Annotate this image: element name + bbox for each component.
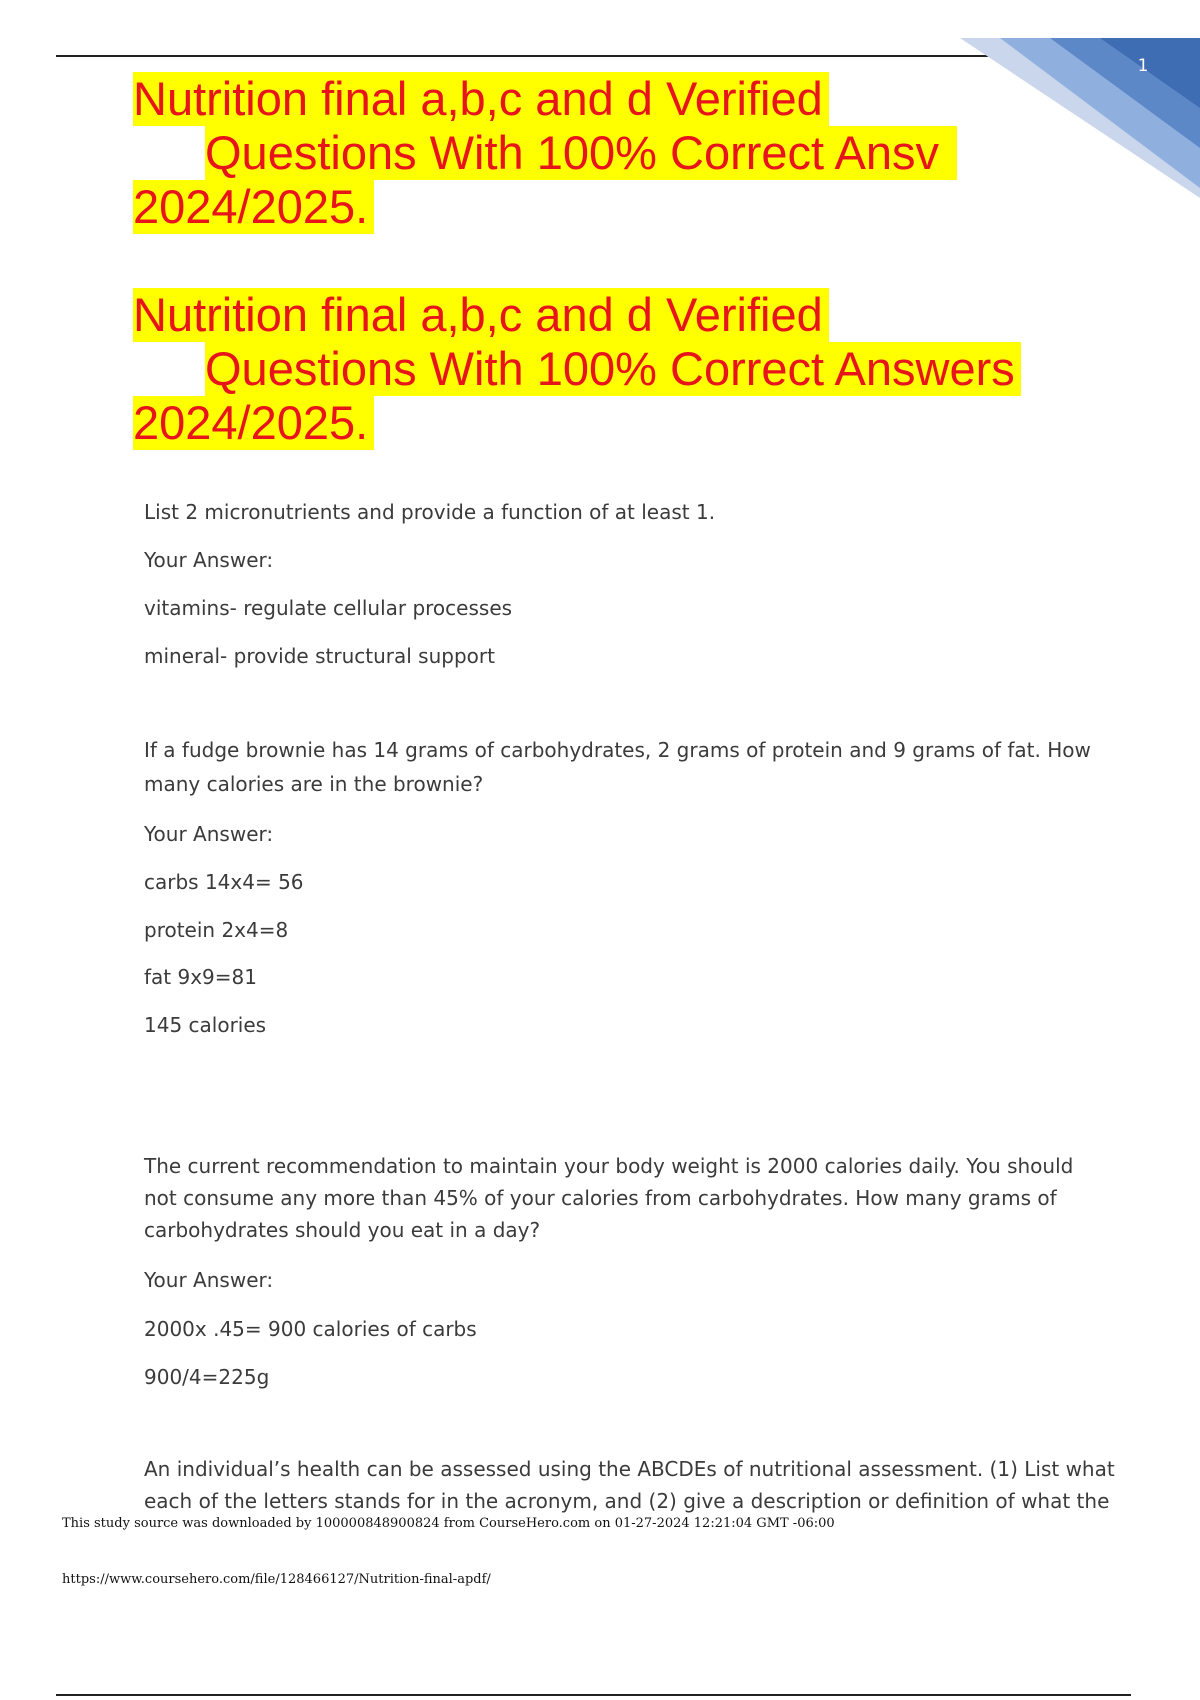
title-first-line-2: Questions With 100% Correct Ansv bbox=[205, 126, 957, 180]
answer-3-line-2: 900/4=225g bbox=[144, 1365, 270, 1389]
title-second-line-2: Questions With 100% Correct Answers bbox=[205, 342, 1021, 396]
question-2-line-2: many calories are in the brownie? bbox=[144, 772, 484, 796]
title-first-line-3: 2024/2025. bbox=[133, 180, 374, 234]
source-url[interactable]: https://www.coursehero.com/file/128466127/Nutrition-final-apdf/ bbox=[62, 1572, 491, 1587]
question-2-line-1: If a fudge brownie has 14 grams of carbohydrates, 2 grams of protein and 9 grams of fat. How bbox=[144, 738, 1091, 762]
answer-2-line-2: protein 2x4=8 bbox=[144, 918, 289, 942]
answer-1-line-2: mineral- provide structural support bbox=[144, 644, 495, 668]
answer-2-line-1: carbs 14x4= 56 bbox=[144, 870, 304, 894]
question-1-text: List 2 micronutrients and provide a function of at least 1. bbox=[144, 500, 716, 524]
download-source-notice: This study source was downloaded by 100000848900824 from CourseHero.com on 01-27-2024 12:21:04 GMT -06:00 bbox=[62, 1516, 835, 1531]
answer-2-line-3: fat 9x9=81 bbox=[144, 965, 257, 989]
answer-label-1: Your Answer: bbox=[144, 548, 274, 572]
question-3-line-3: carbohydrates should you eat in a day? bbox=[144, 1218, 541, 1242]
question-3-line-2: not consume any more than 45% of your calories from carbohydrates. How many grams of bbox=[144, 1186, 1057, 1210]
answer-3-line-1: 2000x .45= 900 calories of carbs bbox=[144, 1317, 477, 1341]
answer-2-line-4: 145 calories bbox=[144, 1013, 267, 1037]
answer-1-line-1: vitamins- regulate cellular processes bbox=[144, 596, 513, 620]
title-first-line-1: Nutrition final a,b,c and d Verified bbox=[133, 72, 829, 126]
footer-rule bbox=[56, 1694, 1131, 1696]
corner-decoration bbox=[960, 38, 1200, 198]
question-4-line-1: An individual’s health can be assessed using the ABCDEs of nutritional assessment. (1) List what bbox=[144, 1457, 1115, 1481]
page-number: 1 bbox=[1137, 56, 1149, 76]
question-4-line-2: each of the letters stands for in the acronym, and (2) give a description or definition of what the bbox=[144, 1489, 1110, 1513]
title-second-line-1: Nutrition final a,b,c and d Verified bbox=[133, 288, 829, 342]
question-3-line-1: The current recommendation to maintain your body weight is 2000 calories daily. You should bbox=[144, 1154, 1074, 1178]
title-second-line-3: 2024/2025. bbox=[133, 396, 374, 450]
answer-label-2: Your Answer: bbox=[144, 822, 274, 846]
answer-label-3: Your Answer: bbox=[144, 1268, 274, 1292]
